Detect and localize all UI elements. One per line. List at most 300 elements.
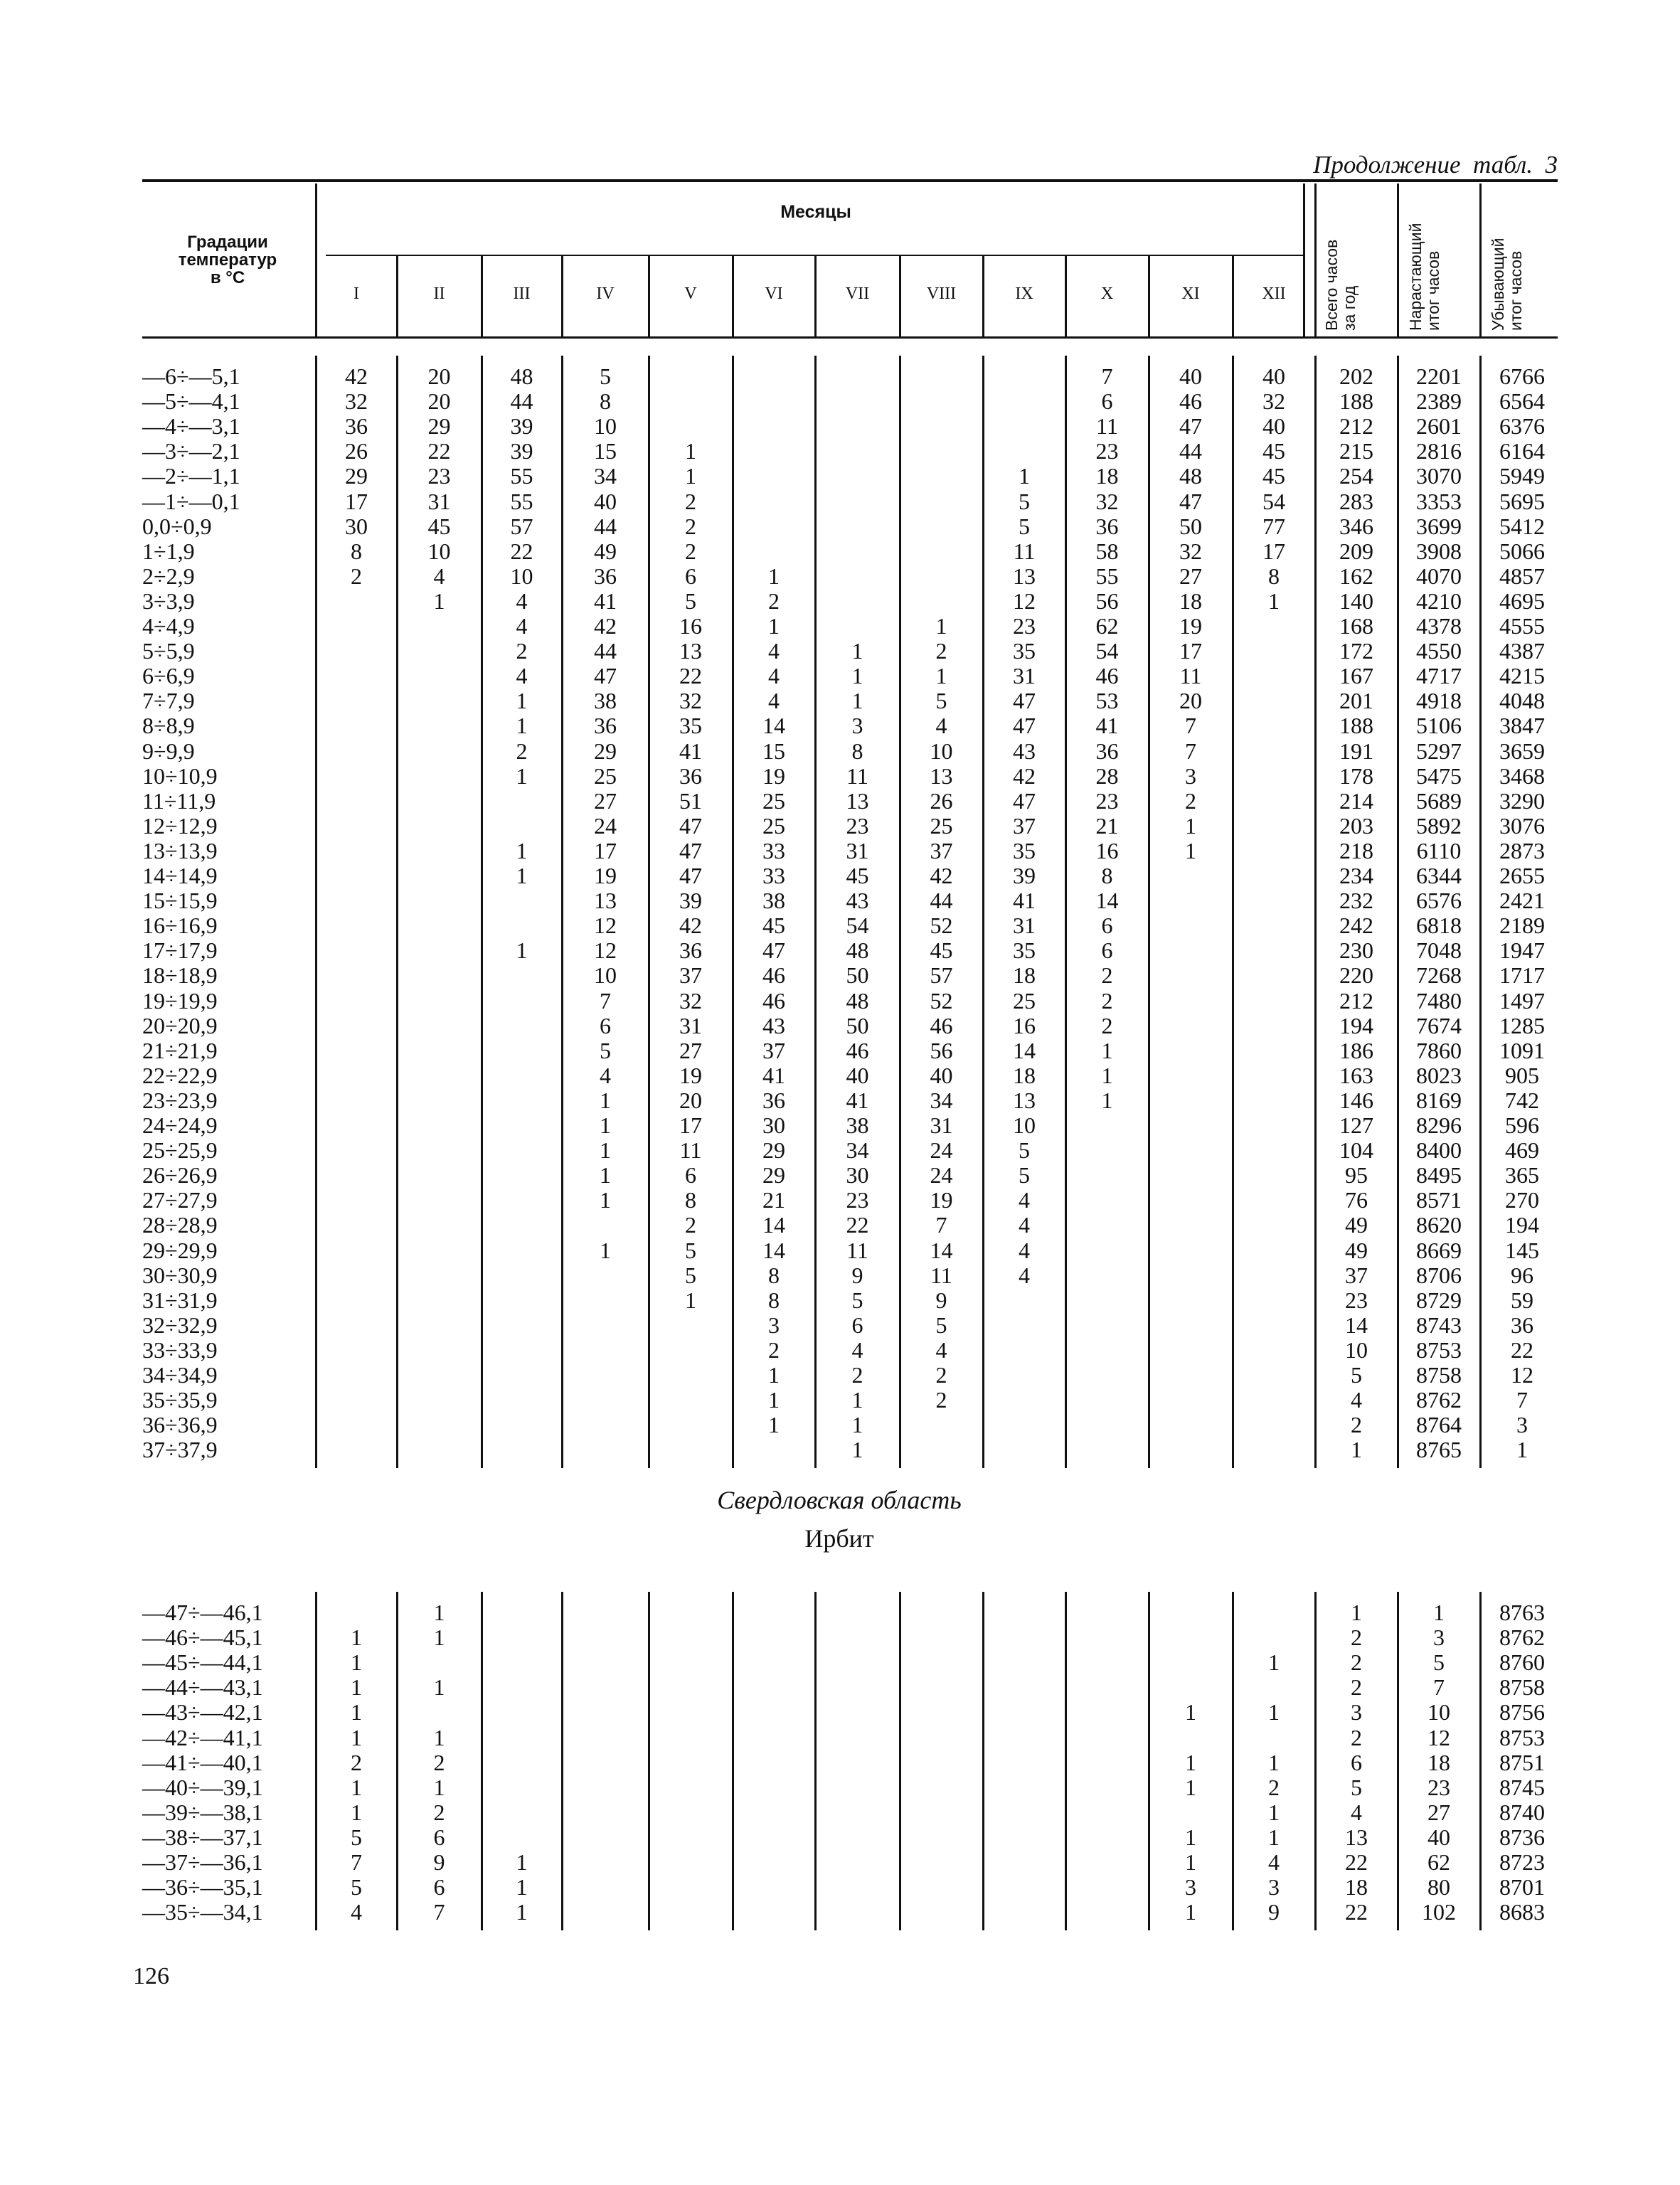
table-cell: 26 <box>345 438 368 464</box>
month-label-6: VI <box>765 285 783 303</box>
table-cell: 1 <box>1101 1087 1113 1113</box>
table-cell: 8620 <box>1416 1212 1462 1238</box>
table-cell: 9 <box>433 1849 445 1875</box>
gradation-label: 6÷6,9 <box>142 663 195 689</box>
table-cell: 5 <box>851 1287 863 1313</box>
table-cell: 37 <box>1013 812 1036 839</box>
table-cell: 1 <box>768 613 780 639</box>
table-cell: 1 <box>1185 1849 1196 1875</box>
table-cell: 33 <box>762 837 785 863</box>
table-cell: 1 <box>685 438 696 464</box>
table-cell: 8740 <box>1499 1799 1545 1825</box>
table-cell: 2189 <box>1499 913 1545 939</box>
table-cell: 215 <box>1339 438 1373 464</box>
table-cell: 44 <box>510 388 533 415</box>
table-cell: 469 <box>1505 1137 1539 1164</box>
table-cell: 2 <box>516 638 528 664</box>
table-cell: 8 <box>600 388 611 415</box>
table-cell: 4 <box>768 688 780 714</box>
table-cell: 2 <box>1351 1649 1362 1676</box>
table-cell: 38 <box>846 1112 869 1138</box>
table-vline <box>732 1592 734 1930</box>
table-cell: 346 <box>1339 513 1373 539</box>
gradation-label: 26÷26,9 <box>142 1162 218 1189</box>
table-cell: 127 <box>1339 1112 1373 1138</box>
table-cell: 1 <box>851 663 863 689</box>
table-cell: 96 <box>1511 1262 1533 1288</box>
gradation-label: 24÷24,9 <box>142 1112 218 1138</box>
table-cell: 42 <box>345 363 368 389</box>
table-cell: 2389 <box>1416 388 1462 415</box>
table-cell: 3 <box>1351 1699 1362 1726</box>
gradation-label: 18÷18,9 <box>142 962 218 989</box>
table-cell: 2873 <box>1499 837 1545 863</box>
table-cell: 62 <box>1095 613 1119 639</box>
table-cell: 13 <box>930 762 953 789</box>
table-cell: 59 <box>1511 1287 1533 1313</box>
table-cell: 54 <box>846 913 869 939</box>
table-cell: 203 <box>1339 812 1373 839</box>
gradation-label: —2÷—1,1 <box>142 463 240 489</box>
table-cell: 41 <box>762 1062 785 1088</box>
table-cell: 1 <box>1185 1774 1196 1800</box>
table-cell: 7 <box>935 1212 947 1238</box>
table-cell: 77 <box>1262 513 1285 539</box>
header-vline-month <box>481 256 483 336</box>
table-cell: 18 <box>1428 1749 1450 1775</box>
table-cell: 8736 <box>1499 1824 1545 1850</box>
table-cell: 8756 <box>1499 1699 1545 1726</box>
table-cell: 1 <box>433 1724 445 1750</box>
table-cell: 191 <box>1339 738 1373 764</box>
table-cell: 39 <box>510 438 533 464</box>
table-cell: 39 <box>679 888 702 914</box>
gradation-label: 35÷35,9 <box>142 1387 218 1413</box>
table-cell: 1 <box>433 1674 445 1701</box>
table-cell: 1 <box>516 863 528 888</box>
month-label-1: I <box>353 285 359 303</box>
gradation-label: 14÷14,9 <box>142 863 218 888</box>
table-cell: 3 <box>1185 1874 1196 1900</box>
table-cell: 18 <box>1345 1874 1368 1900</box>
table-cell: 36 <box>1095 738 1119 764</box>
table-cell: 16 <box>679 613 702 639</box>
gradation-label: —3÷—2,1 <box>142 438 240 464</box>
table-vline <box>396 1592 398 1930</box>
table-cell: 270 <box>1505 1187 1539 1213</box>
table-cell: 1 <box>1101 1062 1113 1088</box>
table-cell: 1 <box>1268 1749 1280 1775</box>
table-cell: 43 <box>846 888 869 914</box>
table-cell: 21 <box>1095 812 1119 839</box>
table-cell: 40 <box>1262 363 1285 389</box>
header-vline-month <box>732 256 734 336</box>
table-cell: 48 <box>1179 463 1202 489</box>
gradation-label: 30÷30,9 <box>142 1262 218 1288</box>
table-cell: 18 <box>1179 588 1202 614</box>
table-cell: 27 <box>594 787 617 814</box>
month-label-8: VIII <box>926 285 957 303</box>
table-cell: 4717 <box>1416 663 1462 689</box>
table-cell: 50 <box>846 1012 869 1038</box>
table-cell: 2 <box>516 738 528 764</box>
table-cell: 8762 <box>1416 1387 1462 1413</box>
table-cell: 4 <box>516 663 528 689</box>
table-cell: 742 <box>1505 1087 1539 1113</box>
table-cell: 24 <box>594 812 617 839</box>
table-cell: 47 <box>594 663 617 689</box>
table-cell: 95 <box>1345 1162 1368 1189</box>
table-cell: 23 <box>427 463 451 489</box>
table-cell: 45 <box>1262 463 1285 489</box>
table-cell: 1 <box>1185 1899 1196 1925</box>
gradation-label: 9÷9,9 <box>142 738 195 764</box>
table-cell: 3468 <box>1499 762 1545 789</box>
table-cell: 10 <box>1428 1699 1450 1726</box>
table-cell: 43 <box>1013 738 1036 764</box>
table-cell: 10 <box>930 738 953 764</box>
table-cell: 11 <box>846 1237 868 1263</box>
table-cell: 146 <box>1339 1087 1373 1113</box>
table-cell: 1 <box>768 1362 780 1388</box>
table-cell: 10 <box>1013 1112 1036 1138</box>
page-number: 126 <box>133 1963 169 1989</box>
table-cell: 1 <box>768 563 780 589</box>
month-label-7: VII <box>845 285 870 303</box>
gradation-label: —41÷—40,1 <box>142 1749 263 1775</box>
table-cell: 35 <box>1013 837 1036 863</box>
table-cell: 14 <box>762 713 785 739</box>
table-cell: 11 <box>846 762 868 789</box>
table-cell: 25 <box>1013 987 1036 1014</box>
table-vline <box>1232 356 1234 1468</box>
table-cell: 8758 <box>1499 1674 1545 1701</box>
table-cell: 1 <box>351 1625 362 1651</box>
gradation-label: 5÷5,9 <box>142 638 195 664</box>
table-cell: 8729 <box>1416 1287 1462 1313</box>
gradation-label: 34÷34,9 <box>142 1362 218 1388</box>
table-cell: 4 <box>516 588 528 614</box>
table-cell: 8706 <box>1416 1262 1462 1288</box>
table-cell: 8762 <box>1499 1625 1545 1651</box>
table-cell: 1 <box>685 463 696 489</box>
table-cell: 50 <box>846 962 869 989</box>
table-cell: 6 <box>433 1824 445 1850</box>
table-cell: 1 <box>516 837 528 863</box>
gradation-label: 13÷13,9 <box>142 837 218 863</box>
table-cell: 15 <box>594 438 617 464</box>
header-vline-month <box>648 256 650 336</box>
table-cell: 5 <box>1351 1362 1362 1388</box>
table-cell: 37 <box>1345 1262 1368 1288</box>
table-cell: 1 <box>768 1412 780 1438</box>
table-cell: 2 <box>685 538 696 564</box>
table-cell: 38 <box>762 888 785 914</box>
table-cell: 1 <box>600 1112 611 1138</box>
table-cell: 6164 <box>1499 438 1545 464</box>
table-cell: 6 <box>685 1162 696 1189</box>
table-cell: 3353 <box>1416 488 1462 514</box>
table-cell: 5 <box>1019 488 1030 514</box>
table-cell: 14 <box>1095 888 1119 914</box>
table-cell: 18 <box>1095 463 1119 489</box>
table-cell: 36 <box>1095 513 1119 539</box>
month-label-12: XII <box>1262 285 1286 303</box>
table-cell: 194 <box>1339 1012 1373 1038</box>
table-cell: 34 <box>594 463 617 489</box>
table-cell: 45 <box>427 513 451 539</box>
table-cell: 40 <box>594 488 617 514</box>
table-cell: 51 <box>679 787 702 814</box>
table-cell: 29 <box>427 413 451 440</box>
table-cell: 6 <box>1351 1749 1362 1775</box>
table-cell: 1 <box>851 1437 863 1463</box>
table-cell: 1 <box>1268 1799 1280 1825</box>
table-cell: 12 <box>1428 1724 1450 1750</box>
gradation-label: —45÷—44,1 <box>142 1649 263 1676</box>
table-cell: 4 <box>516 613 528 639</box>
table-cell: 4550 <box>1416 638 1462 664</box>
table-cell: 8 <box>851 738 863 764</box>
gradation-label: —44÷—43,1 <box>142 1674 263 1701</box>
table-cell: 8 <box>685 1187 696 1213</box>
table-cell: 62 <box>1428 1849 1450 1875</box>
table-cell: 27 <box>1179 563 1202 589</box>
table-cell: 32 <box>1095 488 1119 514</box>
table-cell: 8495 <box>1416 1162 1462 1189</box>
table-cell: 4918 <box>1416 688 1462 714</box>
table-cell: 1 <box>851 1412 863 1438</box>
header-vline-month <box>899 256 901 336</box>
table-cell: 56 <box>930 1037 953 1063</box>
gradation-label: —39÷—38,1 <box>142 1799 263 1825</box>
gradation-label: —43÷—42,1 <box>142 1699 263 1726</box>
table-cell: 4 <box>1351 1387 1362 1413</box>
table-cell: 49 <box>594 538 617 564</box>
table-cell: 1 <box>600 1087 611 1113</box>
table-cell: 2 <box>433 1749 445 1775</box>
table-cell: 25 <box>594 762 617 789</box>
table-cell: 178 <box>1339 762 1373 789</box>
table-cell: 5 <box>1019 513 1030 539</box>
gradation-label: 16÷16,9 <box>142 913 218 939</box>
table-cell: 1 <box>1268 1824 1280 1850</box>
table-cell: 32 <box>345 388 368 415</box>
table-cell: 44 <box>930 888 953 914</box>
header-vline <box>1303 184 1305 336</box>
table-cell: 4 <box>1268 1849 1280 1875</box>
table-cell: 3 <box>851 713 863 739</box>
table-cell: 1 <box>516 688 528 714</box>
table-cell: 2 <box>851 1362 863 1388</box>
gradation-label: 11÷11,9 <box>142 787 216 814</box>
gradation-label: 0,0÷0,9 <box>142 513 212 539</box>
table-cell: 1 <box>351 1799 362 1825</box>
gradation-label: 32÷32,9 <box>142 1312 218 1338</box>
table-cell: 2 <box>433 1799 445 1825</box>
table-cell: 4210 <box>1416 588 1462 614</box>
table-cell: 23 <box>1013 613 1036 639</box>
table-cell: 1 <box>1185 1699 1196 1726</box>
table-cell: 6818 <box>1416 913 1462 939</box>
table-cell: 40 <box>1179 363 1202 389</box>
table-cell: 44 <box>594 513 617 539</box>
table-cell: 47 <box>679 812 702 839</box>
table-cell: 24 <box>930 1137 953 1164</box>
table-cell: 167 <box>1339 663 1373 689</box>
table-cell: 7674 <box>1416 1012 1462 1038</box>
table-cell: 49 <box>1345 1212 1368 1238</box>
gradation-label: —1÷—0,1 <box>142 488 240 514</box>
table-cell: 168 <box>1339 613 1373 639</box>
table-cell: 20 <box>427 388 451 415</box>
table-cell: 5 <box>935 1312 947 1338</box>
table-cell: 6 <box>1101 388 1113 415</box>
table-cell: 2 <box>685 488 696 514</box>
table-cell: 41 <box>846 1087 869 1113</box>
gradation-label: 29÷29,9 <box>142 1237 218 1263</box>
table-cell: 38 <box>594 688 617 714</box>
table-cell: 8758 <box>1416 1362 1462 1388</box>
table-cell: 14 <box>1013 1037 1036 1063</box>
table-cell: 47 <box>1179 413 1202 440</box>
table-cell: 7860 <box>1416 1037 1462 1063</box>
table-cell: 17 <box>594 837 617 863</box>
table-cell: 36 <box>679 937 702 964</box>
table-cell: 19 <box>930 1187 953 1213</box>
table-cell: 4 <box>433 563 445 589</box>
table-vline <box>561 356 563 1468</box>
table-cell: 8 <box>768 1287 780 1313</box>
table-vline <box>648 1592 650 1930</box>
table-cell: 19 <box>679 1062 702 1088</box>
table-cell: 36 <box>594 563 617 589</box>
table-cell: 42 <box>679 913 702 939</box>
table-cell: 163 <box>1339 1062 1373 1088</box>
table-cell: 5892 <box>1416 812 1462 839</box>
table-cell: 1 <box>1019 463 1030 489</box>
table-cell: 21 <box>762 1187 785 1213</box>
table-cell: 5066 <box>1499 538 1545 564</box>
table-cell: 31 <box>427 488 451 514</box>
table-cell: 22 <box>510 538 533 564</box>
table-cell: 46 <box>1179 388 1202 415</box>
header-vline <box>1479 184 1482 336</box>
table-cell: 39 <box>510 413 533 440</box>
table-cell: 23 <box>846 812 869 839</box>
gradation-label: 22÷22,9 <box>142 1062 218 1088</box>
table-cell: 9 <box>935 1287 947 1313</box>
table-cell: 232 <box>1339 888 1373 914</box>
table-cell: 22 <box>1345 1899 1368 1925</box>
table-cell: 47 <box>679 863 702 888</box>
table-cell: 1091 <box>1499 1037 1545 1063</box>
table-cell: 76 <box>1345 1187 1368 1213</box>
table-cell: 1 <box>516 937 528 964</box>
table-cell: 1 <box>851 1387 863 1413</box>
table-cell: 6376 <box>1499 413 1545 440</box>
table-cell: 230 <box>1339 937 1373 964</box>
table-cell: 7480 <box>1416 987 1462 1014</box>
table-cell: 254 <box>1339 463 1373 489</box>
header-vline-month <box>396 256 398 336</box>
table-cell: 1 <box>1101 1037 1113 1063</box>
table-cell: 11 <box>930 1262 952 1288</box>
region-title: Свердловская область <box>717 1486 962 1514</box>
table-cell: 25 <box>930 812 953 839</box>
header-vline-month <box>982 256 984 336</box>
table-cell: 5106 <box>1416 713 1462 739</box>
table-cell: 40 <box>1262 413 1285 440</box>
table-vline <box>1065 1592 1067 1930</box>
table-cell: 56 <box>1095 588 1119 614</box>
table-cell: 30 <box>846 1162 869 1189</box>
table-cell: 8764 <box>1416 1412 1462 1438</box>
table-cell: 8760 <box>1499 1649 1545 1676</box>
table-cell: 5 <box>1019 1162 1030 1189</box>
table-cell: 4 <box>1019 1262 1030 1288</box>
header-vline-month <box>1148 256 1150 336</box>
gradation-label: 21÷21,9 <box>142 1037 218 1063</box>
table-cell: 36 <box>594 713 617 739</box>
table-cell: 1 <box>516 1849 528 1875</box>
table-cell: 1 <box>516 713 528 739</box>
table-cell: 2 <box>1185 787 1196 814</box>
table-cell: 13 <box>846 787 869 814</box>
table-cell: 1 <box>1516 1437 1528 1463</box>
table-cell: 45 <box>762 913 785 939</box>
table-cell: 32 <box>1179 538 1202 564</box>
table-cell: 44 <box>1179 438 1202 464</box>
table-cell: 17 <box>1179 638 1202 664</box>
table-cell: 20 <box>679 1087 702 1113</box>
table-cell: 212 <box>1339 413 1373 440</box>
gradation-label: 23÷23,9 <box>142 1087 218 1113</box>
table-cell: 11 <box>1013 538 1036 564</box>
table-cell: 4215 <box>1499 663 1545 689</box>
table-cell: 11 <box>679 1137 702 1164</box>
table-cell: 35 <box>1013 937 1036 964</box>
months-header: Месяцы <box>780 202 851 222</box>
table-cell: 32 <box>679 987 702 1014</box>
table-cell: 14 <box>762 1212 785 1238</box>
table-cell: 145 <box>1505 1237 1539 1263</box>
table-cell: 3290 <box>1499 787 1545 814</box>
header-vline-month <box>814 256 817 336</box>
table-vline <box>899 1592 901 1930</box>
table-cell: 47 <box>1013 713 1036 739</box>
total-hours-header: Всего часов за год <box>1322 239 1359 331</box>
table-cell: 17 <box>1262 538 1285 564</box>
table-cell: 8 <box>1101 863 1113 888</box>
table-cell: 42 <box>1013 762 1036 789</box>
month-label-3: III <box>513 285 531 303</box>
table-cell: 8763 <box>1499 1600 1545 1625</box>
table-cell: 31 <box>930 1112 953 1138</box>
gradation-label: 1÷1,9 <box>142 538 195 564</box>
header-vline <box>1314 184 1317 336</box>
table-cell: 48 <box>846 987 869 1014</box>
table-cell: 201 <box>1339 688 1373 714</box>
table-cell: 25 <box>762 787 785 814</box>
table-cell: 188 <box>1339 713 1373 739</box>
table-cell: 6 <box>685 563 696 589</box>
table-cell: 36 <box>345 413 368 440</box>
gradation-label: —5÷—4,1 <box>142 388 240 415</box>
table-cell: 29 <box>594 738 617 764</box>
table-cell: 50 <box>1179 513 1202 539</box>
table-cell: 41 <box>679 738 702 764</box>
